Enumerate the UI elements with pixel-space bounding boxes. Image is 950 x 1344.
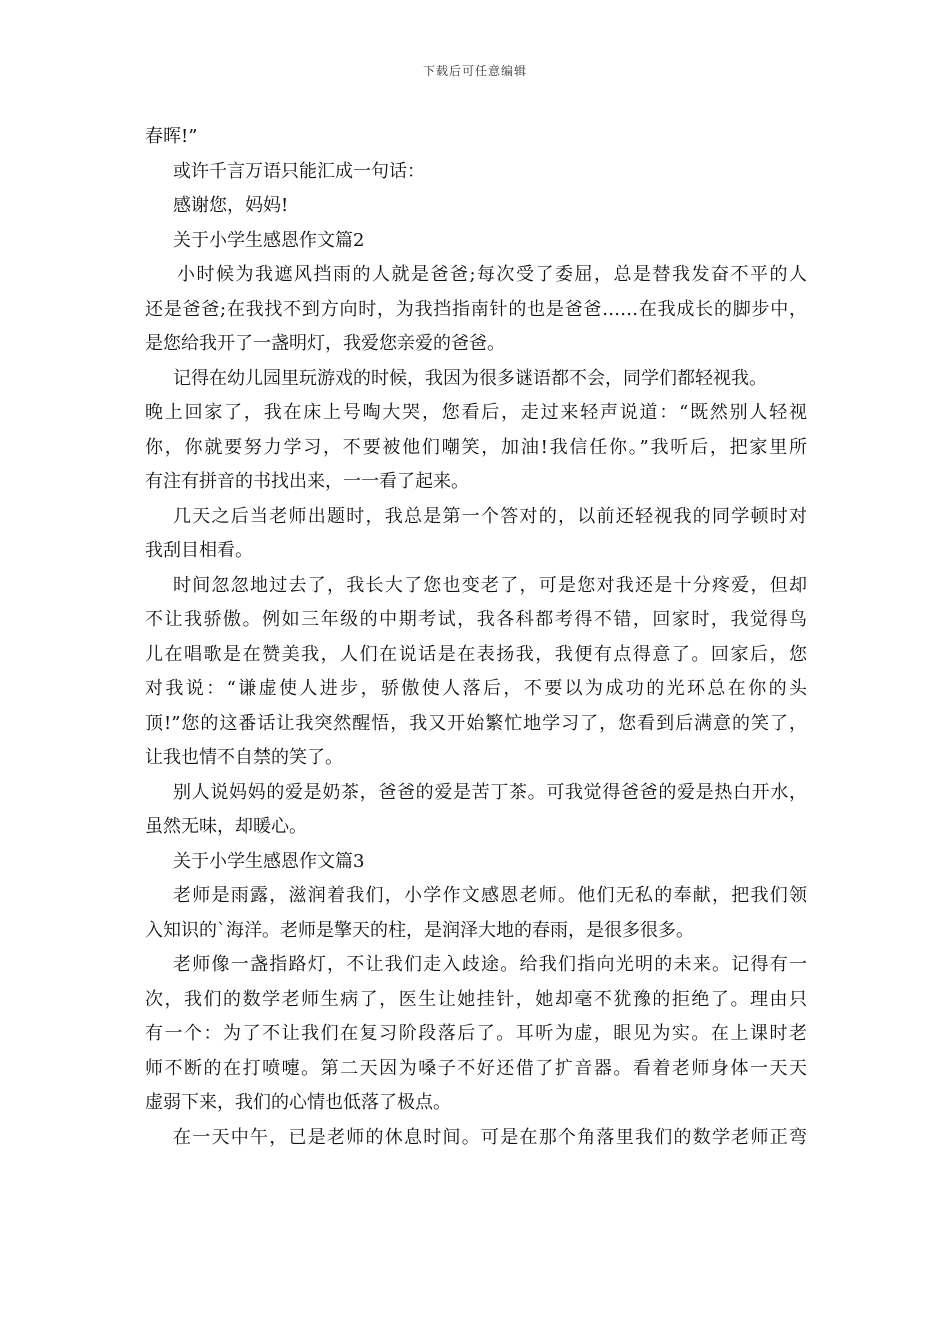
text-line: 几天之后当老师出题时，我总是第一个答对的，以前还轻视我的同学顿时对: [173, 505, 807, 527]
text-line: 虽然无味，却暖心。: [145, 816, 307, 837]
text-line: 对我说：“谦虚使人进步，骄傲使人落后，不要以为成功的光环总在你的头: [145, 678, 807, 699]
text-line: 感谢您，妈妈!: [173, 195, 289, 216]
text-line: 还是爸爸;在我找不到方向时，为我挡指南针的也是爸爸……在我成长的脚步中，: [145, 298, 807, 320]
page-header: 下载后可任意编辑: [422, 64, 527, 78]
text-line: 儿在唱歌是在赞美我，人们在说话是在表扬我，我便有点得意了。回家后，您: [145, 643, 807, 665]
text-line: 有注有拼音的书找出来，一一看了起来。: [145, 471, 469, 492]
text-line: 顶!”您的这番话让我突然醒悟，我又开始繁忙地学习了，您看到后满意的笑了，: [145, 712, 807, 734]
text-line: 春晖!”: [145, 126, 198, 147]
text-line: 小时候为我遮风挡雨的人就是爸爸;每次受了委屈，总是替我发奋不平的人: [177, 264, 807, 285]
text-line: 时间忽忽地过去了，我长大了您也变老了，可是您对我还是十分疼爱，但却: [173, 574, 807, 596]
text-line: 记得在幼儿园里玩游戏的时候，我因为很多谜语都不会，同学们都轻视我。: [173, 367, 767, 389]
text-line: 别人说妈妈的爱是奶茶，爸爸的爱是苦丁茶。可我觉得爸爸的爱是热白开水，: [173, 781, 807, 803]
text-line: 我刮目相看。: [145, 540, 253, 561]
text-line: 老师像一盏指路灯，不让我们走入歧途。给我们指向光明的未来。记得有一: [173, 954, 807, 975]
text-line: 次，我们的数学老师生病了，医生让她挂针，她却毫不犹豫的拒绝了。理由只: [145, 988, 807, 1010]
text-line: 有一个：为了不让我们在复习阶段落后了。耳听为虚，眼见为实。在上课时老: [145, 1023, 807, 1044]
text-line: 让我也情不自禁的笑了。: [145, 747, 343, 768]
text-line: 虚弱下来，我们的心情也低落了极点。: [145, 1092, 451, 1113]
text-line: 关于小学生感恩作文篇2: [173, 229, 365, 251]
text-line: 师不断的在打喷嚏。第二天因为嗓子不好还借了扩音器。看着老师身体一天天: [145, 1057, 807, 1079]
text-line: 入知识的`海洋。老师是擎天的柱，是润泽大地的春雨，是很多很多。: [145, 919, 694, 941]
text-line: 晚上回家了，我在床上号啕大哭，您看后，走过来轻声说道：“既然别人轻视: [145, 402, 807, 423]
text-line: 你，你就要努力学习，不要被他们嘲笑，加油!我信任你。”我听后，把家里所: [145, 436, 807, 458]
text-line: 关于小学生感恩作文篇3: [173, 850, 365, 872]
text-line: 老师是雨露，滋润着我们，小学作文感恩老师。他们无私的奉献，把我们领: [173, 885, 807, 906]
text-line: 或许千言万语只能汇成一句话：: [173, 160, 425, 182]
document-body: [145, 120, 807, 1155]
text-line: 在一天中午，已是老师的休息时间。可是在那个角落里我们的数学老师正弯: [173, 1126, 807, 1148]
text-line: 是您给我开了一盏明灯，我爱您亲爱的爸爸。: [145, 333, 505, 354]
text-line: 不让我骄傲。例如三年级的中期考试，我各科都考得不错，回家时，我觉得鸟: [145, 609, 807, 630]
